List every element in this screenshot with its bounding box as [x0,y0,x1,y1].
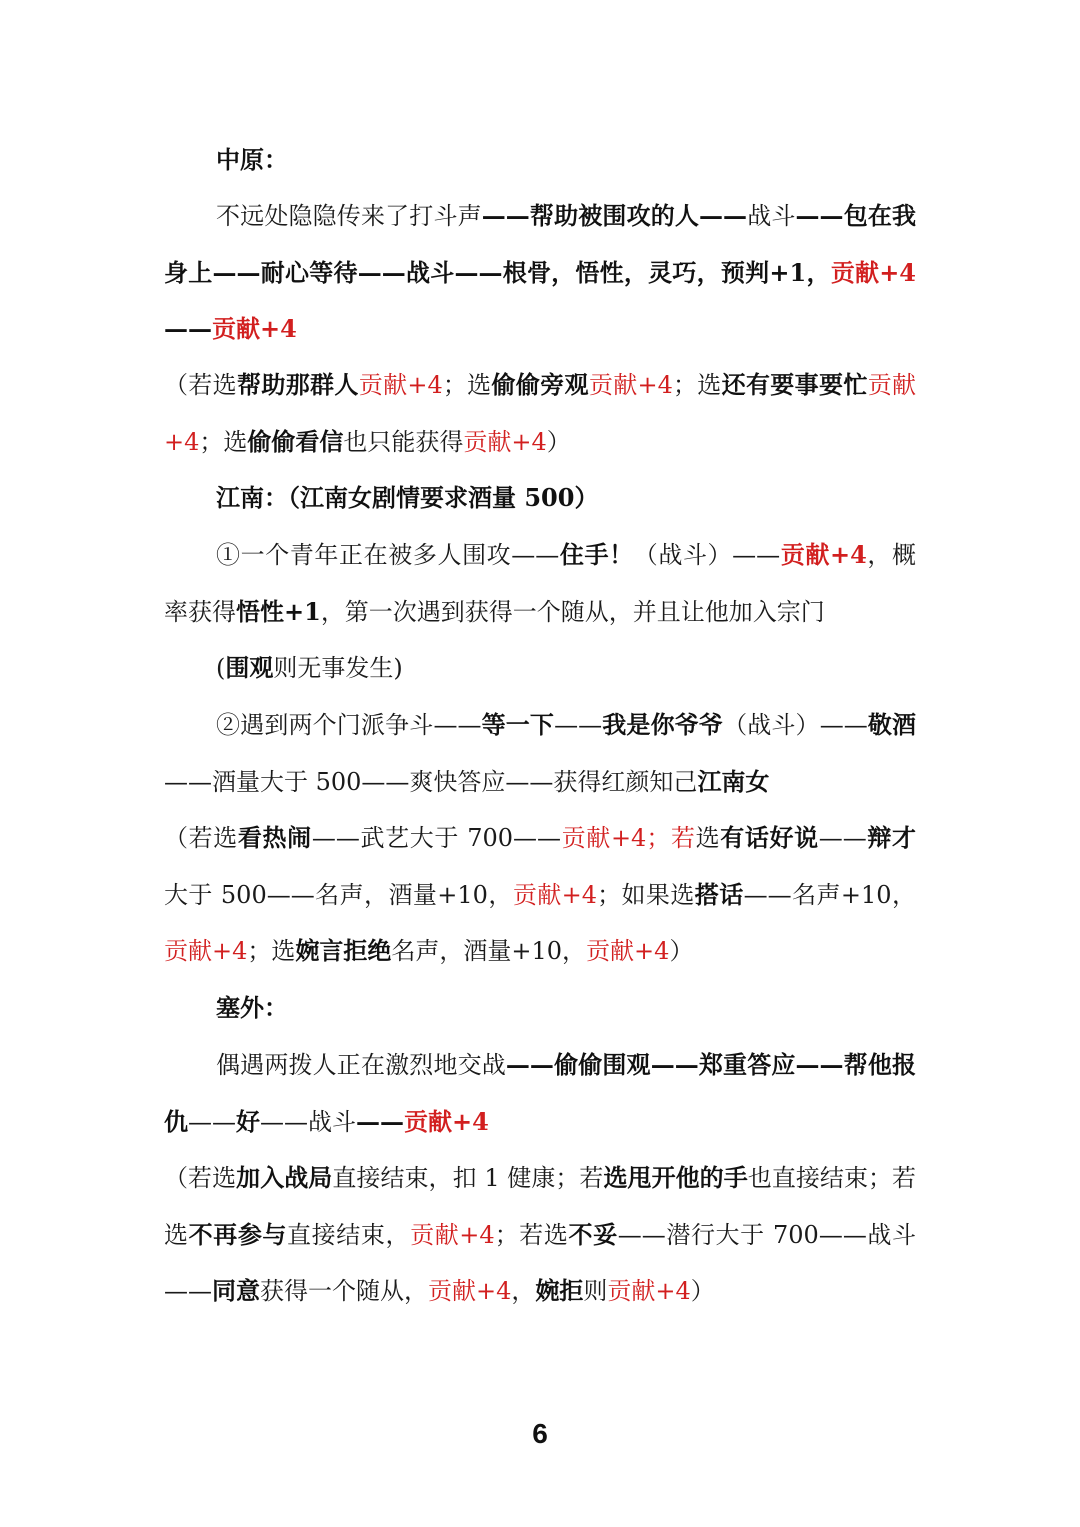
body-text: ——酒量大于 500——爽快答应——获得红颜知己 [164,767,698,796]
body-text: ；选 [442,371,492,399]
option-text: 选甩开他的手 [603,1163,748,1192]
option-text: 我是你爷爷 [602,710,724,739]
body-text: （若选 [164,1164,237,1192]
option-text: 还有要事要忙 [721,370,868,399]
option-text: 悟性+1 [236,596,321,626]
body-text: ） [546,427,571,456]
heading-jiangnan [216,470,968,527]
highlight-text: 贡献+4 [780,540,867,569]
option-text: —— [164,314,212,343]
page-number: 6 [532,1418,548,1449]
body-text: —— [554,711,603,739]
body-text: 直接结束，扣 1 健康；若 [332,1164,604,1192]
highlight-text: 贡献+4 [164,937,248,965]
highlight-text: 贡献+4 [212,314,297,343]
highlight-text: 贡献+4 [512,880,598,909]
body-text: ；若选 [494,1220,569,1249]
body-text: 则无事发生) [273,654,403,682]
option-text: 江南女 [697,766,770,796]
option-text: 不妥 [568,1219,618,1249]
body-text: ——武艺大于 700—— [311,824,562,852]
paragraph-jiangnan-first [164,527,916,640]
option-text: 偷偷旁观 [491,370,589,399]
body-text: ( [216,654,226,682]
body-text: ） [690,1277,715,1305]
body-text: （若选 [164,371,238,399]
highlight-text: 贡献+4 [428,1277,512,1305]
option-text: 住手！ [559,540,634,569]
body-text: 直接结束， [287,1220,411,1249]
option-text: 等一下 [481,710,555,739]
body-text: ，概率获得 [164,541,917,626]
highlight-text: 贡献+4 [586,937,670,965]
paragraph-jiangnan-second-note [164,810,916,980]
option-text: 婉言拒绝 [295,936,392,965]
option-text: 帮助那群人 [237,370,359,399]
body-text: 偶遇两拨人正在激烈地交战 [216,1051,506,1079]
highlight-text: 贡献+4 [607,1277,691,1305]
body-text: 名声，酒量+10， [391,937,587,965]
highlight-text: 贡献+4 [588,371,673,399]
body-text: ——名声+10， [743,880,917,909]
highlight-text: 贡献+4 [404,1106,489,1136]
option-text: —— [356,1106,404,1136]
highlight-text: 贡献+4 [164,371,917,456]
paragraph-saiwai-main [164,1037,916,1150]
body-text: 则 [583,1277,608,1305]
body-text: ；选 [247,937,296,965]
body-text: ， [511,1277,536,1305]
paragraph-zhongyuan-main [164,188,916,358]
body-text: ；如果选 [597,880,695,909]
body-text: 战斗 [747,202,796,230]
body-text: 也只能获得 [343,427,464,456]
body-text: ——战斗 [260,1107,356,1136]
body-text: ——潜行大于 700——战斗—— [164,1220,917,1305]
option-text: 加入战局 [236,1163,333,1192]
body-text: ；选 [199,427,248,456]
paragraph-saiwai-note [164,1150,916,1320]
body-text: 大于 500——名声，酒量+10， [164,880,513,909]
body-text: —— [818,824,867,852]
body-text: —— [188,1107,236,1136]
body-text: ①一个青年正在被多人围攻—— [216,541,560,569]
option-text: 中原： [216,145,288,174]
body-text: ②遇到两个门派争斗—— [216,711,482,739]
option-text: 看热闹 [237,823,312,852]
heading-zhongyuan [216,132,968,189]
body-text: 也直接结束；若选 [164,1164,917,1249]
body-text: ） [669,937,694,965]
body-text: ；选 [672,371,722,399]
option-text: 辩才 [866,823,917,852]
option-text: 好 [236,1106,260,1136]
option-text: ——偷偷围观——郑重答应——帮他报仇 [164,1050,917,1136]
option-text: 围观 [225,653,274,682]
option-text: 搭话 [694,879,744,909]
body-text: （战斗）—— [723,711,868,739]
option-text: 不再参与 [188,1219,288,1249]
body-text: （若选 [164,824,238,852]
highlight-text: 贡献+4 [463,427,547,456]
body-text: 不远处隐隐传来了打斗声 [216,202,482,230]
option-text: 塞外： [216,993,288,1022]
option-text: 同意 [212,1276,260,1305]
option-text: 江南：（江南女剧情要求酒量 500） [216,483,599,512]
paragraph-jiangnan-second [164,697,916,810]
body-text: （战斗）—— [633,541,781,569]
option-text: ——帮助被围攻的人—— [481,201,748,230]
option-text: ——包在我身上——耐心等待——战斗——根骨，悟性，灵巧，预判+1， [164,201,917,287]
body-text: 获得一个随从， [260,1277,428,1305]
option-text: 婉拒 [535,1276,584,1305]
highlight-text: 贡献+4 [358,371,443,399]
paragraph-zhongyuan-note [164,357,916,470]
highlight-text: 贡献+4 [830,257,917,287]
option-text: 敬酒 [867,710,917,739]
paragraph-jiangnan-first-note [164,640,916,697]
heading-saiwai [216,980,968,1037]
body-text: ，第一次遇到获得一个随从，并且让他加入宗门 [320,597,825,626]
highlight-text: 贡献+4 [410,1220,495,1249]
highlight-text: 贡献+4；若 [561,824,696,852]
body-text: 选 [695,824,721,852]
option-text: 偷偷看信 [247,426,344,456]
option-text: 有话好说 [720,823,819,852]
